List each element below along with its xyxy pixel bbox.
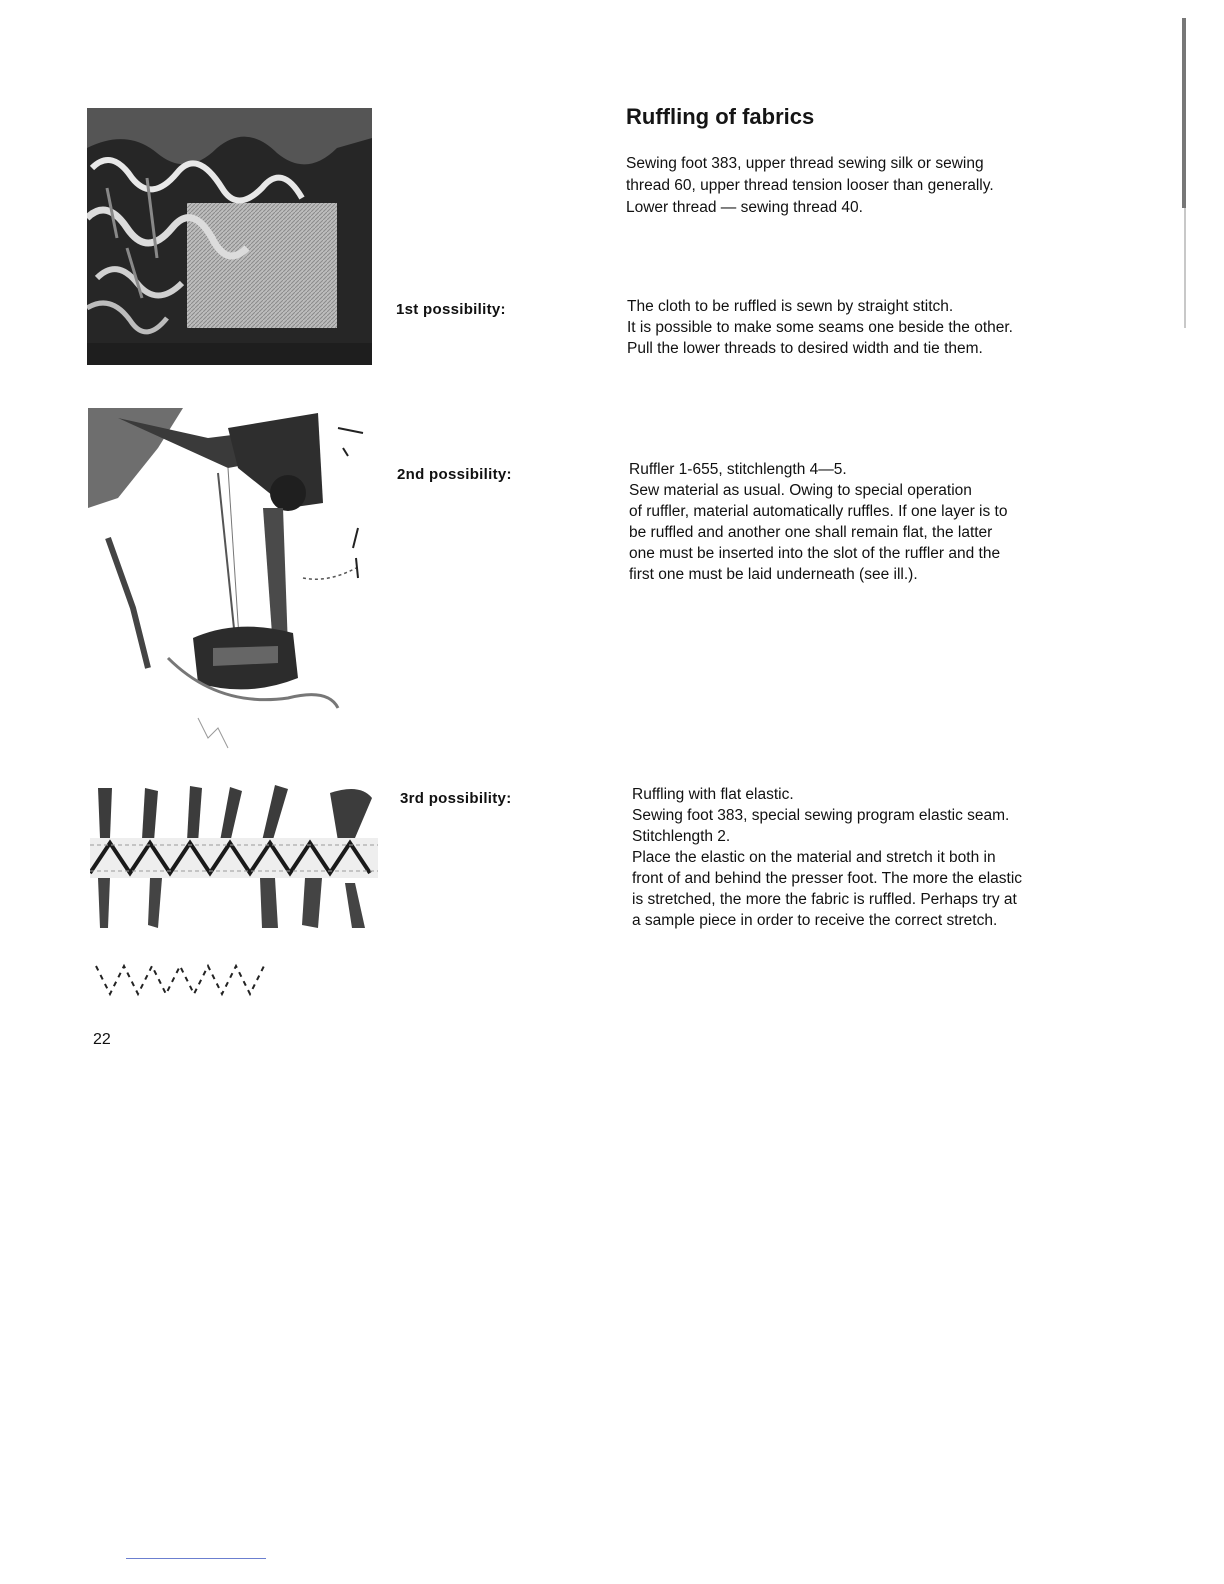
possibility-label-1: 1st possibility: [396,301,506,318]
text-line: Sewing foot 383, special sewing program elastic seam. [632,807,1010,824]
text-line: Pull the lower threads to desired width and tie them. [627,340,983,357]
text-line: Ruffling with flat elastic. [632,786,794,803]
text-line: of ruffler, material automatically ruffles. If one layer is to [629,503,1008,520]
elastic-stitch-symbol-icon [92,960,272,1000]
text-line: first one must be laid underneath (see ill.). [629,566,918,583]
intro-line: Sewing foot 383, upper thread sewing silk or sewing [626,155,984,172]
text-line: front of and behind the presser foot. The more the elastic [632,870,1023,887]
text-line: Stitchlength 2. [632,828,731,845]
possibility-label-3: 3rd possibility: [400,790,512,807]
text-line: Place the elastic on the material and stretch it both in [632,849,996,866]
footer-rule [126,1558,266,1559]
page-title: Ruffling of fabrics [626,104,815,129]
text-line: one must be inserted into the slot of the ruffler and the [629,545,1001,562]
text-line: Ruffler 1-655, stitchlength 4—5. [629,461,847,478]
text-line: a sample piece in order to receive the correct stretch. [632,912,998,929]
possibility-text-1 [627,296,1013,359]
ruffler-presser-foot-drawing-icon [88,408,368,753]
intro-paragraph [626,153,1106,219]
text-line: Sew material as usual. Owing to special operation [629,482,972,499]
possibility-text-3 [632,784,1022,931]
text-line: The cloth to be ruffled is sewn by straight stitch. [627,298,954,315]
text-line: It is possible to make some seams one beside the other. [627,319,1013,336]
intro-line: thread 60, upper thread tension looser than generally. [626,177,994,194]
scan-edge-artifact [1176,18,1196,328]
text-line: be ruffled and another one shall remain flat, the latter [629,524,993,541]
text-line: is stretched, the more the fabric is ruffled. Perhaps try at [632,891,1017,908]
elastic-zigzag-seam-drawing-icon [90,783,378,933]
ruffled-fabric-photo-icon [87,108,372,365]
page-number: 22 [93,1031,111,1048]
intro-line: Lower thread — sewing thread 40. [626,199,863,216]
possibility-label-2: 2nd possibility: [397,466,512,483]
possibility-text-2 [629,459,1008,585]
